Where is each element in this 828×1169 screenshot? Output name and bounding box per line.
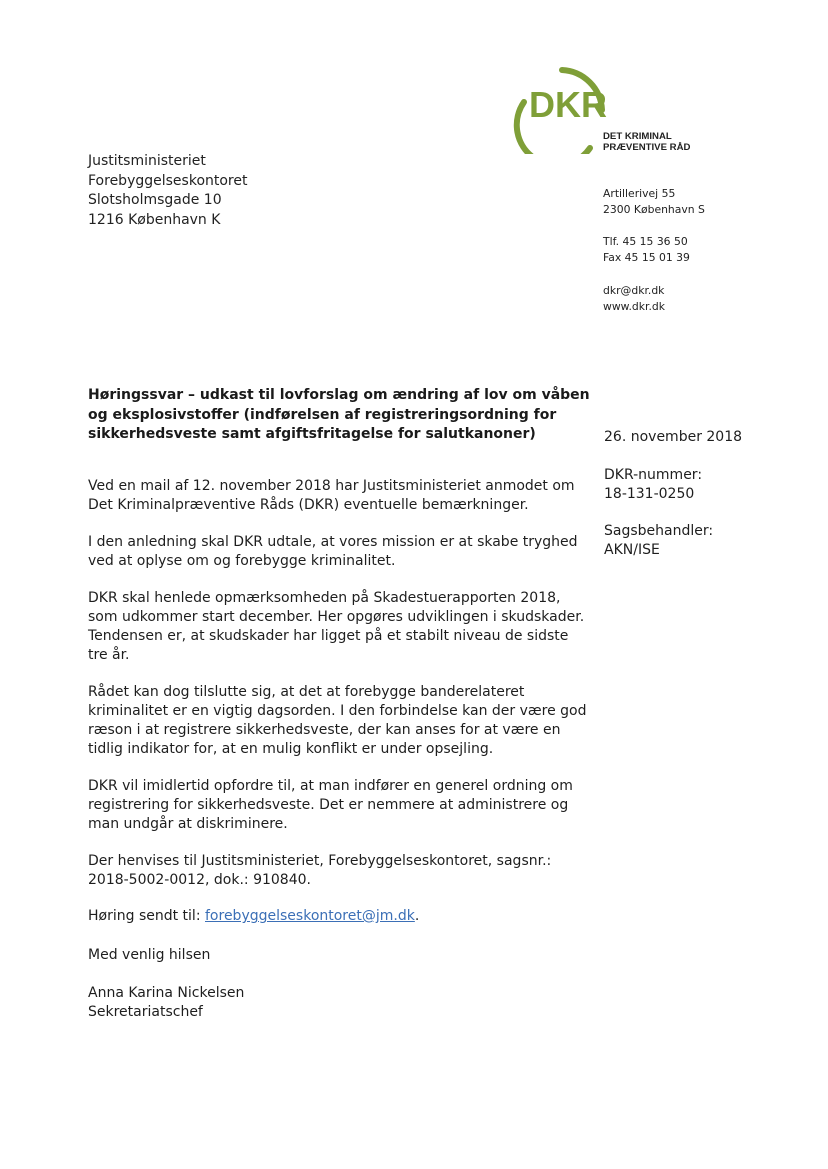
dkr-number: DKR-nummer: 18-131-0250: [604, 467, 703, 502]
body-paragraph: I den anledning skal DKR udtale, at vores mission er at skabe tryghed ved at oplyse om og forebygge kriminalitet.: [88, 534, 578, 569]
sender-website[interactable]: www.dkr.dk: [603, 300, 666, 313]
case-officer: Sagsbehandler: AKN/ISE: [604, 523, 714, 558]
body-paragraph: Der henvises til Justitsministeriet, Forebyggelseskontoret, sagsnr.: 2018-5002-0012, dok.: 910840.: [88, 853, 552, 888]
sender-phone: Tlf. 45 15 36 50 Fax 45 15 01 39: [603, 235, 690, 264]
recipient-line: Forebyggelseskontoret: [88, 172, 248, 189]
recipient-address: [88, 152, 247, 231]
recipient-line: Slotsholmsgade 10: [88, 192, 222, 209]
logo-text: DKR: [529, 84, 607, 125]
sender-email[interactable]: dkr@dkr.dk: [603, 284, 665, 297]
signature: [88, 984, 588, 1022]
sender-online: [603, 283, 665, 315]
body-paragraph: DKR vil imidlertid opfordre til, at man indfører en generel ordning om registrering for sikkerhedsveste. Det er nemmere at administrere og man undgår at diskriminere.: [88, 778, 573, 832]
signature-title: Sekretariatschef: [88, 1004, 203, 1020]
recipient-line: 1216 København K: [88, 212, 221, 229]
recipient-line: Justitsministeriet: [88, 153, 206, 169]
body-paragraph: DKR skal henlede opmærksomheden på Skadestuerapporten 2018, som udkommer start december. Her opgøres udviklingen i skudskader. Tendensen er, at skudskader har ligget på et stabilt niveau de sidste tre år.: [88, 590, 585, 663]
hearing-email-link[interactable]: forebyggelseskontoret@jm.dk: [205, 908, 415, 924]
hearing-line: Høring sendt til: forebyggelseskontoret@jm.dk.: [88, 908, 420, 924]
letter-date: 26. november 2018: [604, 429, 743, 445]
signature-name: Anna Karina Nickelsen: [88, 985, 245, 1001]
sender-address: Artillerivej 55 2300 København S: [603, 187, 705, 216]
organization-name: DET KRIMINAL PRÆVENTIVE RÅD: [603, 131, 691, 153]
dkr-logo: [512, 64, 612, 154]
body-paragraph: Ved en mail af 12. november 2018 har Justitsministeriet anmodet om Det Kriminalpræventive Råds (DKR) eventuelle bemærkninger.: [88, 478, 575, 513]
subject-heading: Høringssvar – udkast til lovforslag om ændring af lov om våben og eksplosivstoffer (indførelsen af registreringsordning for sikkerhedsveste samt afgiftsfritagelse for salutkanoner): [88, 387, 590, 442]
body-paragraph: Rådet kan dog tilslutte sig, at det at forebygge banderelateret kriminalitet er en vigtig dagsorden. I den forbindelse kan der være god ræson i at registrere sikkerhedsveste, der kan anses for at være en tidlig indikator for, at en mulig konflikt er under opsejling.: [88, 684, 587, 757]
closing: Med venlig hilsen: [88, 947, 211, 963]
